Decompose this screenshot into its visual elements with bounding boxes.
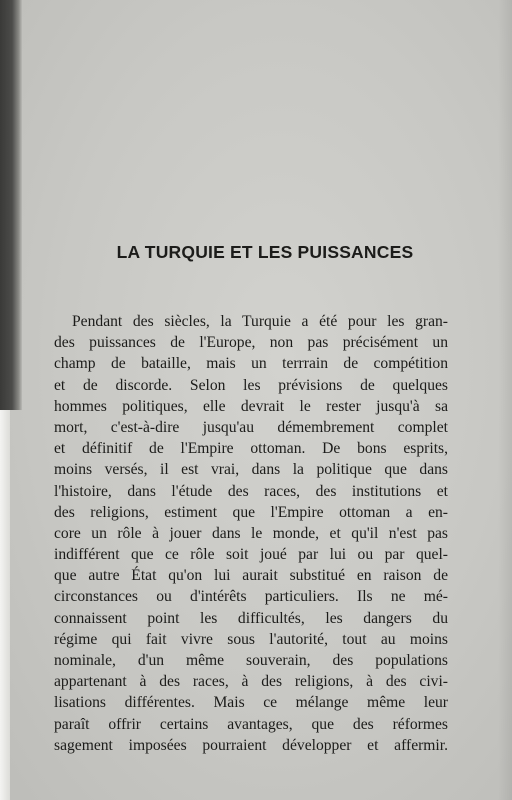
text-line: nominale, d'un même souverain, des populations: [54, 652, 448, 669]
text-line: et de discorde. Selon les prévisions de quelques: [54, 376, 448, 394]
text-line: appartenant à des races, à des religions, à des civi-: [54, 673, 448, 691]
text-line: paraît offrir certains avantages, que des réformes: [54, 715, 448, 733]
text-line: sagement imposées pourraient développer et affermir.: [54, 736, 448, 754]
text-line: des religions, estiment que l'Empire ottoman a en-: [54, 503, 448, 521]
text-line: connaissent point les difficultés, les dangers du: [54, 609, 448, 627]
text-line: des puissances de l'Europe, non pas précisément un: [54, 334, 448, 352]
page-shadow: [498, 0, 512, 800]
page-margin-edge: [0, 410, 10, 800]
text-line: mort, c'est-à-dire jusqu'au démembrement complet: [54, 418, 448, 436]
text-line: Pendant des siècles, la Turquie a été pour les gran-: [72, 313, 448, 330]
text-line: champ de bataille, mais un terrrain de compétition: [54, 355, 448, 373]
text-line: lisations différentes. Mais ce mélange même leur: [54, 694, 448, 712]
text-line: circonstances ou d'intérêts particuliers. Ils ne mé-: [54, 588, 448, 606]
text-line: indifférent que ce rôle soit joué par lui ou par quel-: [54, 546, 448, 564]
chapter-title: LA TURQUIE ET LES PUISSANCES: [116, 242, 414, 262]
body-paragraph: [54, 311, 448, 756]
text-line: hommes politiques, elle devrait le rester jusqu'à sa: [54, 397, 448, 415]
text-line: et définitif de l'Empire ottoman. De bons esprits,: [54, 440, 448, 458]
text-line: régime qui fait vivre sous l'autorité, tout au moins: [54, 630, 448, 648]
text-line: l'histoire, dans l'étude des races, des institutions et: [54, 482, 448, 500]
text-line: core un rôle à jouer dans le monde, et qu'il n'est pas: [54, 524, 448, 542]
book-binding-edge: [0, 0, 22, 410]
text-line: moins versés, il est vrai, dans la politique que dans: [54, 461, 448, 479]
text-line: que autre État qu'on lui aurait substitué en raison de: [54, 567, 448, 585]
